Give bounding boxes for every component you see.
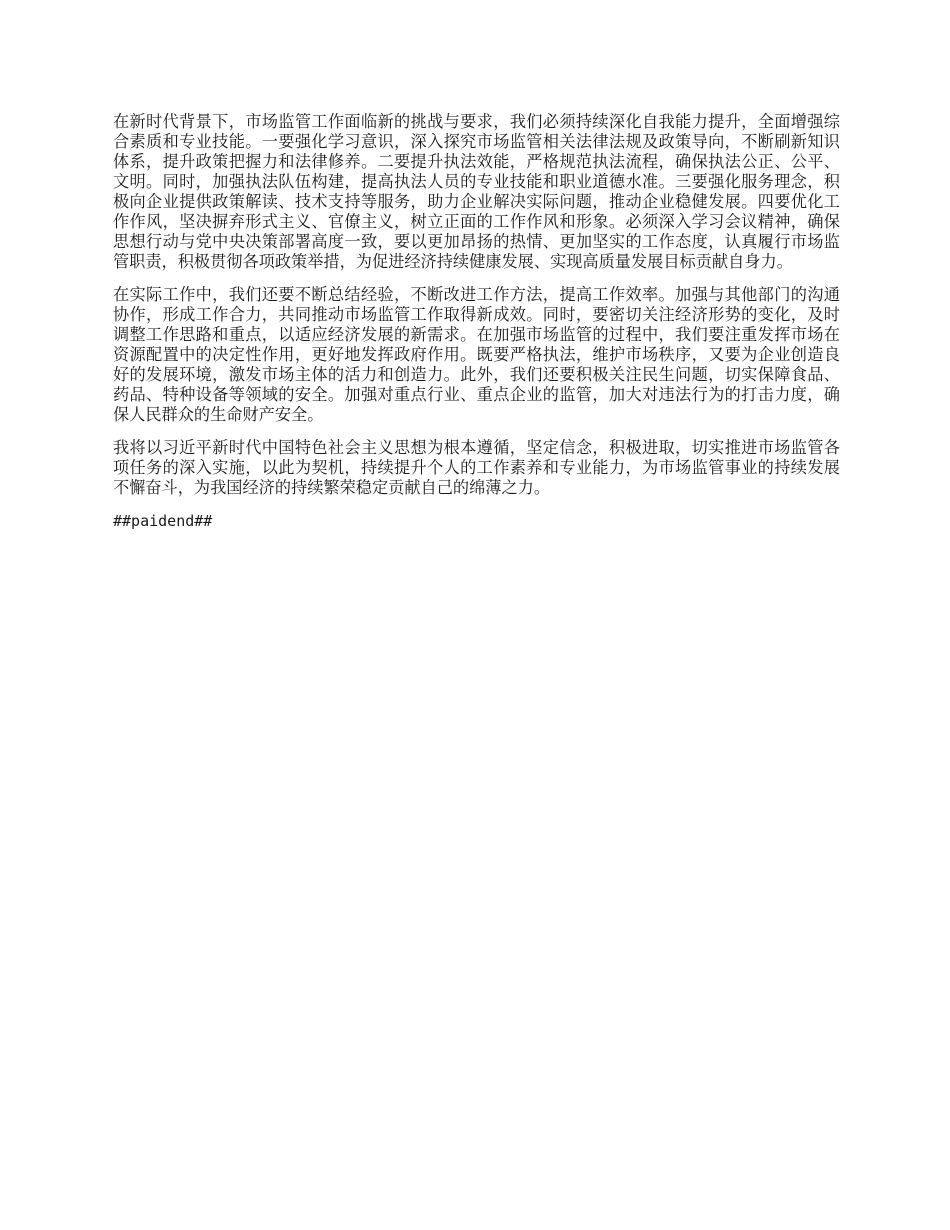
paragraph-1: 在新时代背景下，市场监管工作面临新的挑战与要求，我们必须持续深化自我能力提升，全面增强综合素质和专业技能。一要强化学习意识，深入探究市场监管相关法律法规及政策导向，不断刷新知识体系，提升政策把握力和法律修养。二要提升执法效能，严格规范执法流程，确保执法公正、公平、文明。同时，加强执法队伍构建，提高执法人员的专业技能和职业道德水准。三要强化服务理念，积极向企业提供政策解读、技术支持等服务，助力企业解决实际问题，推动企业稳健发展。四要优化工作作风，坚决摒弃形式主义、官僚主义，树立正面的工作作风和形象。必须深入学习会议精神，确保思想行动与党中央决策部署高度一致，要以更加昂扬的热情、更加坚实的工作态度，认真履行市场监管职责，积极贯彻各项政策举措，为促进经济持续健康发展、实现高质量发展目标贡献自身力。: [113, 112, 840, 271]
end-marker: ##paidend##: [113, 512, 213, 530]
paragraph-2: 在实际工作中，我们还要不断总结经验，不断改进工作方法，提高工作效率。加强与其他部门的沟通协作，形成工作合力，共同推动市场监管工作取得新成效。同时，要密切关注经济形势的变化，及时调整工作思路和重点，以适应经济发展的新需求。在加强市场监管的过程中，我们要注重发挥市场在资源配置中的决定性作用，更好地发挥政府作用。既要严格执法，维护市场秩序，又要为企业创造良好的发展环境，激发市场主体的活力和创造力。此外，我们还要积极关注民生问题，切实保障食品、药品、特种设备等领域的安全。加强对重点行业、重点企业的监管，加大对违法行为的打击力度，确保人民群众的生命财产安全。: [113, 285, 840, 424]
document-body: [113, 112, 840, 531]
paragraph-3: 我将以习近平新时代中国特色社会主义思想为根本遵循，坚定信念，积极进取，切实推进市场监管各项任务的深入实施，以此为契机，持续提升个人的工作素养和专业能力，为市场监管事业的持续发展不懈奋斗，为我国经济的持续繁荣稳定贡献自己的绵薄之力。: [113, 438, 840, 497]
